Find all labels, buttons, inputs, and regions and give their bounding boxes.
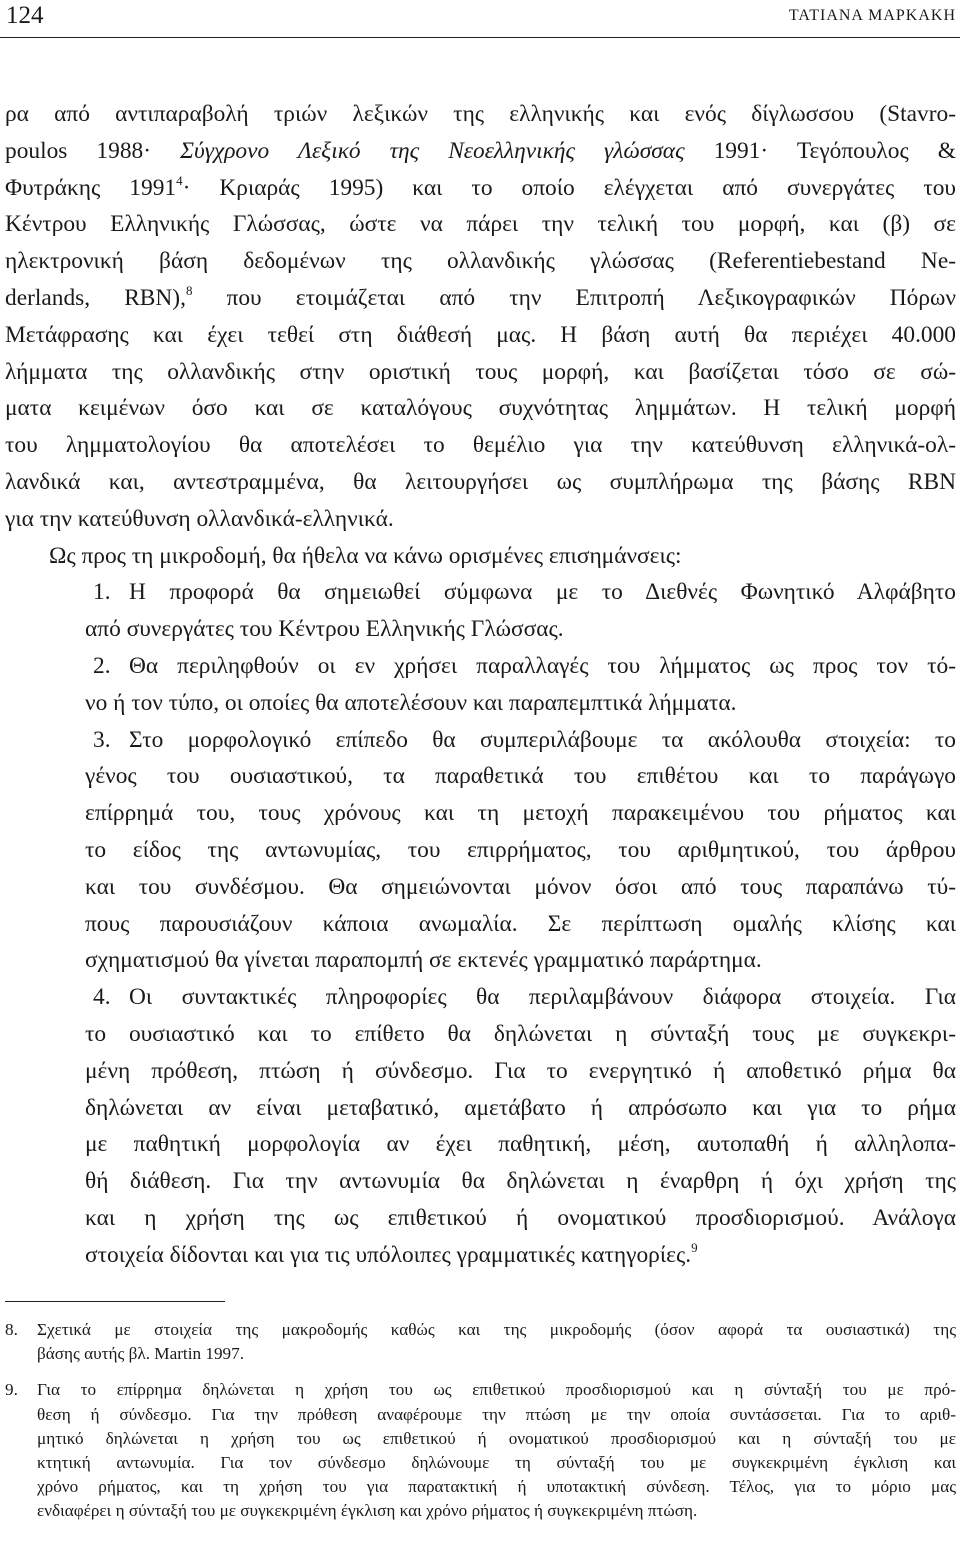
text-run: poulos 1988· bbox=[5, 137, 181, 164]
page-number: 124 bbox=[6, 2, 44, 29]
text-line: δηλώνεται αν είναι μεταβατικό, αμετάβατο ή απρόσωπο και για το ρήμα bbox=[85, 1094, 956, 1121]
text-line: επίρρημά του, τους χρόνους και τη μετοχή παρακειμένου του ρήματος και bbox=[85, 800, 956, 827]
header-rule bbox=[0, 37, 960, 38]
list-number: 4. bbox=[93, 984, 111, 1011]
footnote-line: θεση ή σύνδεσμο. Για την πρόθεση αναφέρουμε την πτώση με την οποία συντάσσεται. Για το αριθ- bbox=[37, 1404, 956, 1424]
text-line: ματα κειμένων όσο και σε καταλόγους συχνότητας λημμάτων. Η τελική μορφή bbox=[5, 395, 956, 422]
text-run: Οι συντακτικές πληροφορίες θα περιλαμβάνουν διάφορα στοιχεία. Για bbox=[129, 984, 956, 1011]
text-run: στοιχεία δίδονται και για τις υπόλοιπες γραμματικές κατηγορίες. bbox=[85, 1241, 692, 1268]
text-run: Θα περιληφθούν οι εν χρήσει παραλλαγές του λήμματος ως προς τον τό- bbox=[129, 652, 956, 679]
text-line bbox=[5, 280, 956, 317]
text-line: μένη πρόθεση, πτώση ή σύνδεσμο. Για το ενεργητικό ή αποθετικό ρήμα θα bbox=[85, 1057, 956, 1084]
footnote-line: χρόνο ρήματος, και τη χρήση του για παρατακτική ή υποτακτική σύνδεση. Τέλος, για το μόριο μας bbox=[37, 1477, 956, 1497]
list-item bbox=[5, 979, 956, 1273]
text-line: νο ή τον τύπο, οι οποίες θα αποτελέσουν και παραπεμπτικά λήμματα. bbox=[85, 689, 737, 716]
footnote-ref: 4 bbox=[176, 172, 183, 188]
paragraph bbox=[5, 538, 956, 575]
text-run: Για το επίρρημα δηλώνεται η χρήση του ως επιθετικού προσδιορισμού και η σύνταξή του με πρό- bbox=[37, 1380, 956, 1400]
list-number: 3. bbox=[93, 726, 111, 753]
text-line: ηλεκτρονική βάση δεδομένων της ολλανδικής γλώσσας (Referentiebestand Ne- bbox=[5, 248, 956, 275]
text-run: derlands, RBN), bbox=[5, 284, 186, 311]
text-line bbox=[5, 574, 956, 611]
text-line: πους παρουσιάζουν κάποια ανωμαλία. Σε περίπτωση ομαλής κλίσης και bbox=[85, 910, 956, 937]
paragraph bbox=[5, 96, 956, 538]
text-line bbox=[5, 979, 956, 1016]
text-line: σχηματισμού θα γίνεται παραπομπή σε εκτενές γραμματικό παράρτημα. bbox=[85, 947, 762, 974]
text-line: και του συνδέσμου. Θα σημειώνονται μόνον όσοι από τους παραπάνω τύ- bbox=[85, 873, 956, 900]
text-line: από συνεργάτες του Κέντρου Ελληνικής Γλώσσας. bbox=[85, 616, 564, 643]
list-number: 1. bbox=[93, 579, 111, 606]
text-line: το είδος της αντωνυμίας, του επιρρήματος, του αριθμητικού, του άρθρου bbox=[85, 836, 956, 863]
numbered-list bbox=[5, 574, 956, 1273]
footnote-rule bbox=[5, 1301, 225, 1302]
text-line: γένος του ουσιαστικού, τα παραθετικά του επιθέτου και το παράγωγο bbox=[85, 763, 956, 790]
list-item bbox=[5, 648, 956, 722]
list-item bbox=[5, 574, 956, 648]
footnote-line: ενδιαφέρει η σύνταξή του με συγκεκριμένη έγκλιση και χρόνο ρήματος ή συγκεκριμένη πτώση. bbox=[37, 1501, 698, 1521]
text-line: Μετάφρασης και έχει τεθεί στη διάθεσή μας. Η βάση αυτή θα περιέχει 40.000 bbox=[5, 321, 956, 348]
book-title: Σύγχρονο Λεξικό της Νεοελληνικής γλώσσας bbox=[180, 137, 685, 164]
text-line bbox=[5, 133, 956, 170]
footnote-ref: 9 bbox=[691, 1239, 698, 1255]
text-line: λήμματα της ολλανδικής στην οριστική τους μορφή, και βασίζεται τόσο σε σώ- bbox=[5, 358, 956, 385]
text-run: Σχετικά με στοιχεία της μακροδομής καθώς και της μικροδομής (όσον αφορά τα ουσιαστικά) της bbox=[37, 1320, 956, 1339]
text-line: και η χρήση της ως επιθετικού ή ονοματικού προσδιορισμού. Ανάλογα bbox=[85, 1204, 956, 1231]
text-line: το ουσιαστικό και το επίθετο θα δηλώνεται η σύνταξή τους με συγκεκρι- bbox=[85, 1020, 956, 1047]
footnote-line: κτητική αντωνυμία. Για τον σύνδεσμο δηλώνουμε τη σύνταξή του με συγκεκριμένη έγκλιση και bbox=[37, 1452, 956, 1472]
text-run: Στο μορφολογικό επίπεδο θα συμπεριλάβουμε τα ακόλουθα στοιχεία: το bbox=[129, 726, 956, 753]
footnote bbox=[5, 1318, 956, 1366]
text-line: για την κατεύθυνση ολλανδικά-ελληνικά. bbox=[5, 505, 394, 532]
text-line: ρα από αντιπαραβολή τριών λεξικών της ελληνικής και ενός δίγλωσσου (Stavro- bbox=[5, 101, 956, 127]
text-run: που ετοιμάζεται από την Επιτροπή Λεξικογραφικών Πόρων bbox=[192, 284, 956, 311]
footnote-line bbox=[5, 1378, 956, 1402]
text-line bbox=[5, 722, 956, 759]
text-line: με παθητική μορφολογία αν έχει παθητική, μέση, αυτοπαθή ή αλληλοπα- bbox=[85, 1131, 956, 1158]
text-run: Η προφορά θα σημειωθεί σύμφωνα με το Διεθνές Φωνητικό Αλφάβητο bbox=[129, 579, 956, 606]
page-header bbox=[0, 0, 960, 38]
text-line bbox=[5, 170, 956, 207]
footnote-line: μητικό δηλώνεται η χρήση του ως επιθετικού ή ονοματικού προσδιορισμού και η σύνταξή του με bbox=[37, 1428, 956, 1448]
main-text bbox=[5, 96, 956, 1274]
footnote bbox=[5, 1378, 956, 1523]
running-head: ΤΑΤΙΑΝΑ ΜΑΡΚΑΚΗ bbox=[788, 7, 956, 24]
text-line: θή διάθεση. Για την αντωνυμία θα δηλώνεται η έναρθρη ή όχι χρήση της bbox=[85, 1168, 956, 1195]
text-line: του λημματολογίου θα αποτελέσει το θεμέλιο για την κατεύθυνση ελληνικά-ολ- bbox=[5, 432, 956, 459]
footnote-line bbox=[5, 1318, 956, 1342]
text-run: · Κριαράς 1995) και το οποίο ελέγχεται από συνεργάτες του bbox=[182, 174, 957, 201]
text-line bbox=[5, 648, 956, 685]
text-line: Κέντρου Ελληνικής Γλώσσας, ώστε να πάρει την τελική του μορφή, και (β) σε bbox=[5, 211, 956, 238]
text-line: λανδικά και, αντεστραμμένα, θα λειτουργήσει ως συμπλήρωμα της βάσης RBN bbox=[5, 468, 956, 495]
footnote-line: βάσης αυτής βλ. Martin 1997. bbox=[37, 1344, 245, 1364]
footnote-number: 9. bbox=[5, 1380, 18, 1400]
text-run: 1991· Τεγόπουλος & bbox=[684, 137, 956, 164]
footnote-ref: 8 bbox=[185, 282, 193, 298]
footnote-number: 8. bbox=[5, 1320, 18, 1339]
text-line: Ως προς τη μικροδομή, θα ήθελα να κάνω ορισμένες επισημάνσεις: bbox=[49, 542, 682, 569]
footnotes bbox=[5, 1318, 956, 1536]
text-run: Φυτράκης 1991 bbox=[5, 174, 177, 201]
text-line bbox=[5, 1237, 956, 1274]
list-number: 2. bbox=[93, 652, 111, 679]
list-item bbox=[5, 722, 956, 980]
